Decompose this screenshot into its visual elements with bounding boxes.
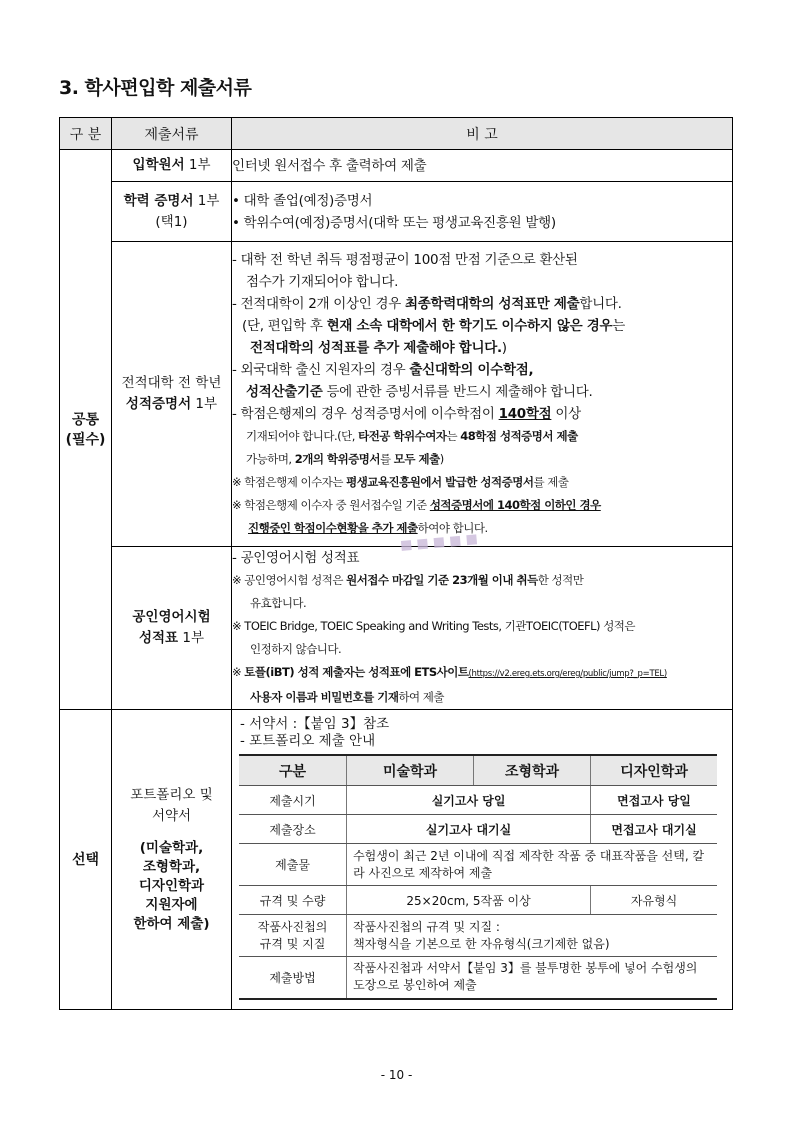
note-application: 인터넷 원서접수 후 출력하여 제출 <box>232 150 733 182</box>
row-label: 규격 및 수량 <box>239 886 347 915</box>
doc-line: 전적대학 전 학년 <box>121 375 222 391</box>
note-line: 성적산출기준 등에 관한 증빙서류를 반드시 제출해야 합니다. <box>246 383 593 400</box>
cell: 25×20cm, 5작품 이상 <box>347 886 591 915</box>
note-portfolio <box>232 710 733 1010</box>
note-line: - 공인영어시험 성적표 <box>232 550 360 566</box>
category-common <box>60 150 112 710</box>
doc-line: 공인영어시험 <box>132 609 211 625</box>
table-row <box>60 547 733 710</box>
table-row <box>60 182 733 242</box>
note-line: - 대학 전 학년 취득 평점평균이 100점 만점 기준으로 환산된 <box>232 251 578 268</box>
note-line: - 외국대학 출신 지원자의 경우 출신대학의 이수학점, <box>232 361 534 378</box>
cell: 실기고사 대기실 <box>347 815 591 844</box>
page-title: 3. 학사편입학 제출서류 <box>59 77 252 99</box>
doc-line: 지원자에 <box>145 897 198 913</box>
note-line: ※ 공인영어시험 성적은 원서접수 마감일 기준 23개월 이내 취득한 성적만 <box>232 573 584 587</box>
table-row <box>60 710 733 1010</box>
note-line: 가능하며, 2개의 학위증명서를 모두 제출) <box>246 451 444 466</box>
doc-count: 1부 <box>193 192 220 209</box>
doc-sub: (택1) <box>155 213 188 230</box>
doc-name: 학력 증명서 <box>123 192 194 209</box>
doc-english-score <box>112 547 232 710</box>
portfolio-header: 조형학과 <box>473 755 590 786</box>
ets-link: (https://v2.ereg.ets.org/ereg/public/jump?_p=TEL) <box>468 669 667 679</box>
note-line: 진행중인 학점이수현황을 추가 제출하여야 합니다. <box>248 520 488 535</box>
note-line: ※ 토플(iBT) 성적 제출자는 성적표에 ETS사이트(https://v2.ereg.ets.org/ereg/public/jump?_p=TEL) <box>232 665 667 679</box>
doc-line: 한하여 제출) <box>133 916 210 932</box>
row-label: 작품사진첩의 규격 및 지질 <box>239 915 347 957</box>
row-label: 제출방법 <box>239 957 347 999</box>
doc-line: (미술학과, <box>139 840 204 856</box>
portfolio-header: 구분 <box>239 755 347 786</box>
portfolio-header: 디자인학과 <box>591 755 717 786</box>
header-category: 구 분 <box>60 118 112 150</box>
doc-application <box>112 150 232 182</box>
doc-line: 디자인학과 <box>138 878 205 894</box>
cell: 면접고사 대기실 <box>591 815 717 844</box>
category-label: 공통 <box>71 411 100 428</box>
note-line: ※ TOEIC Bridge, TOEIC Speaking and Writing Tests, 기관TOEIC(TOEFL) 성적은 <box>232 619 636 633</box>
table-row <box>239 915 717 957</box>
doc-line: 포트폴리오 및 <box>130 787 213 803</box>
page-number: - 10 - <box>380 1068 413 1082</box>
note-line: - 학점은행제의 경우 성적증명서에 이수학점이 140학점 이상 <box>232 405 581 422</box>
list-item: • 학위수여(예정)증명서(대학 또는 평생교육진흥원 발행) <box>232 214 556 231</box>
note-line: - 전적대학이 2개 이상인 경우 최종학력대학의 성적표만 제출합니다. <box>232 295 622 312</box>
row-label: 제출장소 <box>239 815 347 844</box>
doc-count: 1부 <box>178 630 205 646</box>
watermark-logo: ■ ■ ■ ■ ■ <box>399 531 479 554</box>
category-optional: 선택 <box>60 710 112 1010</box>
list-item: • 대학 졸업(예정)증명서 <box>232 192 373 209</box>
note-line: ※ 학점은행제 이수자 중 원서접수일 기준 성적증명서에 140학점 이하인 경우 <box>232 497 601 512</box>
cell: 수험생이 최근 2년 이내에 직접 제작한 작품 중 대표작품을 선택, 칼라 사진으로 제작하여 제출 <box>347 844 717 886</box>
table-header-row <box>60 118 733 150</box>
table-row <box>60 150 733 182</box>
header-notes: 비 고 <box>232 118 733 150</box>
doc-line: 서약서 <box>151 808 192 824</box>
portfolio-header: 미술학과 <box>347 755 474 786</box>
cell: 실기고사 당일 <box>347 786 591 815</box>
table-row <box>239 815 717 844</box>
header-document: 제출서류 <box>112 118 232 150</box>
documents-table <box>59 117 733 1010</box>
category-sublabel: (필수) <box>65 431 106 448</box>
table-row <box>239 886 717 915</box>
doc-transcript <box>112 242 232 547</box>
note-line: 유효합니다. <box>250 596 307 610</box>
note-degree-certificate <box>232 182 733 242</box>
portfolio-table <box>239 754 717 1000</box>
note-english-score <box>232 547 733 710</box>
doc-count: 1부 <box>191 396 218 412</box>
note-line: (단, 편입학 후 현재 소속 대학에서 한 학기도 이수하지 않은 경우는 <box>242 317 626 334</box>
portfolio-header-row <box>239 755 717 786</box>
doc-portfolio <box>112 710 232 1010</box>
row-label: 제출시기 <box>239 786 347 815</box>
cell: 작품사진첩의 규격 및 지질 : 책자형식을 기본으로 한 자유형식(크기제한 없음) <box>347 915 717 957</box>
doc-name: 성적표 <box>138 630 179 646</box>
doc-name: 성적증명서 <box>125 396 192 412</box>
note-line: 인정하지 않습니다. <box>250 642 342 656</box>
doc-name: 입학원서 <box>132 157 185 173</box>
table-row <box>239 844 717 886</box>
table-row <box>239 957 717 999</box>
note-line: ※ 학점은행제 이수자는 평생교육진흥원에서 발급한 성적증명서를 제출 <box>232 474 569 489</box>
note-line: 사용자 이름과 비밀번호를 기재하여 제출 <box>250 690 445 704</box>
row-label: 제출물 <box>239 844 347 886</box>
cell: 작품사진첩과 서약서【붙임 3】를 불투명한 봉투에 넣어 수험생의 도장으로 봉인하여 제출 <box>347 957 717 999</box>
doc-count: 1부 <box>184 157 211 173</box>
table-row <box>239 786 717 815</box>
cell: 자유형식 <box>591 886 717 915</box>
table-row <box>60 242 733 547</box>
note-line: - 포트폴리오 제출 안내 <box>240 733 376 749</box>
doc-degree-certificate <box>112 182 232 242</box>
note-line: 전적대학의 성적표를 추가 제출해야 합니다.) <box>250 339 507 356</box>
note-line: 점수가 기재되어야 합니다. <box>246 273 399 290</box>
cell: 면접고사 당일 <box>591 786 717 815</box>
note-line: - 서약서 :【붙임 3】참조 <box>240 716 390 732</box>
note-transcript <box>232 242 733 547</box>
note-line: 기재되어야 합니다.(단, 타전공 학위수여자는 48학점 성적증명서 제출 <box>246 428 578 443</box>
doc-line: 조형학과, <box>142 859 201 875</box>
